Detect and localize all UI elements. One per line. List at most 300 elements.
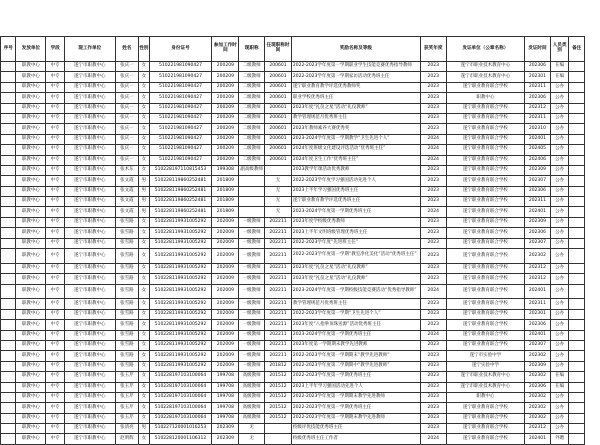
cell-title: 无 bbox=[239, 434, 265, 444]
cell-award: 2022-2023学年度第一学期期末教学先进教师 bbox=[291, 413, 420, 423]
cell-work-start: 202009 bbox=[212, 361, 239, 371]
cell-issuer: 职教中心 bbox=[16, 413, 46, 423]
cell-id-number: 510221981090427 bbox=[149, 72, 212, 82]
table-row bbox=[1, 207, 585, 217]
cell-certifier: 遂宁职业教育联合学校 bbox=[446, 165, 524, 175]
cell-workplace: 遂宁市职教中心 bbox=[64, 330, 115, 340]
cell-gender: 女 bbox=[139, 62, 149, 72]
cell-id-number: 510221981090427 bbox=[149, 124, 212, 134]
cell-work-start: 199308 bbox=[212, 165, 239, 175]
cell-award: 2023年度第一学期期末教学先进教师 bbox=[291, 340, 420, 350]
cell-certifier: 遂宁职业教育联合学校 bbox=[446, 228, 524, 238]
cell-name: 赵明辉 bbox=[115, 434, 139, 444]
header-col-award-year: 获奖年度 bbox=[420, 37, 446, 62]
cell-award: 2022-2023学年度第一学期家访活动优秀班主任 bbox=[291, 72, 420, 82]
cell-gender: 男 bbox=[139, 186, 149, 196]
cell-gender: 女 bbox=[139, 309, 149, 319]
cell-gender: 女 bbox=[139, 320, 149, 330]
cell-work-start: 202009 bbox=[212, 217, 239, 227]
cell-id-number: 510228119931005292 bbox=[149, 351, 212, 361]
cell-name: 张庆一 bbox=[115, 155, 139, 165]
cell-staff-type: 公办 bbox=[550, 165, 569, 175]
cell-remarks bbox=[569, 434, 585, 444]
table-row bbox=[1, 340, 585, 350]
cell-id-number: 510221981090427 bbox=[149, 82, 212, 92]
cell-title: 副高级教师 bbox=[239, 165, 265, 175]
cell-issuer: 职教中心 bbox=[16, 330, 46, 340]
cell-staff-type: 公办 bbox=[550, 309, 569, 319]
cell-work-start: 200209 bbox=[212, 82, 239, 92]
cell-name: 张文霞 bbox=[115, 176, 139, 186]
cell-index bbox=[1, 424, 16, 434]
cell-name: 张庆一 bbox=[115, 103, 139, 113]
header-col-id-number: 身份证号 bbox=[149, 37, 212, 62]
cell-cert-date: 202302 bbox=[525, 372, 551, 382]
cell-staff-type: 公办 bbox=[550, 299, 569, 309]
cell-title-date: 201812 bbox=[265, 361, 292, 371]
cell-gender: 女 bbox=[139, 263, 149, 273]
cell-certifier: 遂宁职业教育联合学校 bbox=[446, 113, 524, 123]
cell-award: 2023年度“八指拳顶珠送源”活动优秀班主任 bbox=[291, 320, 420, 330]
cell-workplace: 遂宁市职教中心 bbox=[64, 238, 115, 248]
cell-remarks bbox=[569, 238, 585, 248]
cell-award: 2022-2023学年度第一学期优秀班主任 bbox=[291, 403, 420, 413]
cell-title-date: 202211 bbox=[265, 238, 292, 248]
cell-award-year: 2023 bbox=[420, 217, 446, 227]
cell-work-start: 200209 bbox=[212, 155, 239, 165]
cell-cert-date: 202310 bbox=[525, 124, 551, 134]
cell-workplace: 遂宁市职教中心 bbox=[64, 72, 115, 82]
cell-certifier: 职教中心 bbox=[446, 392, 524, 402]
cell-title: 一级教师 bbox=[239, 361, 265, 371]
cell-stage: 中专 bbox=[46, 309, 65, 319]
cell-title-date: 201512 bbox=[265, 413, 292, 423]
cell-award: 2022-2023学年度第一学期优秀班主任 bbox=[291, 372, 420, 382]
cell-name: 张庆一 bbox=[115, 124, 139, 134]
cell-title-date: 202211 bbox=[265, 309, 292, 319]
cell-certifier: 遂宁职业教育联合学校 bbox=[446, 299, 524, 309]
cell-award-year: 2023 bbox=[420, 186, 446, 196]
cell-cert-date: 202401 bbox=[525, 207, 551, 217]
cell-workplace: 遂宁市职教中心 bbox=[64, 299, 115, 309]
cell-workplace: 遂宁市职教中心 bbox=[64, 382, 115, 392]
cell-title: 一级教师 bbox=[239, 228, 265, 238]
cell-award-year: 2023 bbox=[420, 197, 446, 207]
cell-title: 高级教师 bbox=[239, 413, 265, 423]
cell-index bbox=[1, 145, 16, 155]
cell-award-year: 2023 bbox=[420, 299, 446, 309]
cell-title-date: 201512 bbox=[265, 382, 292, 392]
cell-id-number: 510228119860252481 bbox=[149, 176, 212, 186]
cell-work-start: 201809 bbox=[212, 207, 239, 217]
cell-workplace: 遂宁市职教中心 bbox=[64, 165, 115, 175]
cell-award: 2022-2023学年度学习强国活动先进个人 bbox=[291, 176, 420, 186]
cell-stage: 中专 bbox=[46, 351, 65, 361]
cell-staff-type: 公办 bbox=[550, 238, 569, 248]
cell-workplace: 遂宁市职教中心 bbox=[64, 434, 115, 444]
cell-index bbox=[1, 361, 16, 371]
cell-id-number: 510221981090427 bbox=[149, 93, 212, 103]
cell-gender: 女 bbox=[139, 372, 149, 382]
cell-issuer: 职教中心 bbox=[16, 284, 46, 299]
cell-gender: 女 bbox=[139, 82, 149, 92]
cell-id-number: 510228119931005292 bbox=[149, 340, 212, 350]
cell-remarks bbox=[569, 165, 585, 175]
cell-name: 张庆一 bbox=[115, 62, 139, 72]
cell-stage: 中专 bbox=[46, 72, 65, 82]
cell-stage: 中专 bbox=[46, 228, 65, 238]
cell-title-date: 202211 bbox=[265, 263, 292, 273]
cell-workplace: 遂宁市职教中心 bbox=[64, 372, 115, 382]
cell-workplace: 遂宁市职教中心 bbox=[64, 113, 115, 123]
cell-index bbox=[1, 434, 16, 444]
cell-issuer: 职教中心 bbox=[16, 93, 46, 103]
cell-award-year: 2023 bbox=[420, 72, 446, 82]
cell-certifier: 遂宁市职业技术教育中心 bbox=[446, 62, 524, 72]
cell-staff-type: 公办 bbox=[550, 392, 569, 402]
cell-stage: 中专 bbox=[46, 207, 65, 217]
cell-title bbox=[239, 176, 265, 186]
cell-title-date: 200601 bbox=[265, 103, 292, 113]
cell-gender: 女 bbox=[139, 93, 149, 103]
cell-gender: 女 bbox=[139, 103, 149, 113]
cell-cert-date: 202309 bbox=[525, 165, 551, 175]
cell-title: 二级教师 bbox=[239, 62, 265, 72]
cell-remarks bbox=[569, 263, 585, 273]
cell-stage: 中专 bbox=[46, 320, 65, 330]
cell-work-start: 202009 bbox=[212, 340, 239, 350]
cell-award-year: 2023 bbox=[420, 249, 446, 264]
cell-gender: 女 bbox=[139, 434, 149, 444]
cell-issuer: 职教中心 bbox=[16, 351, 46, 361]
cell-index bbox=[1, 113, 16, 123]
cell-staff-type: 公办 bbox=[550, 249, 569, 264]
cell-name: 张雪路 bbox=[115, 330, 139, 340]
cell-remarks bbox=[569, 145, 585, 155]
cell-stage: 中专 bbox=[46, 382, 65, 392]
cell-index bbox=[1, 134, 16, 144]
cell-title-date: 202211 bbox=[265, 351, 292, 361]
cell-title-date: 202211 bbox=[265, 217, 292, 227]
cell-remarks bbox=[569, 82, 585, 92]
cell-certifier: 遂宁市实验中学 bbox=[446, 351, 524, 361]
cell-cert-date: 202311 bbox=[525, 299, 551, 309]
cell-title-date: 202211 bbox=[265, 330, 292, 340]
cell-cert-date: 202302 bbox=[525, 351, 551, 361]
cell-issuer: 职教中心 bbox=[16, 197, 46, 207]
cell-name: 张庆一 bbox=[115, 134, 139, 144]
cell-name: 张雪路 bbox=[115, 274, 139, 284]
cell-staff-type: 公办 bbox=[550, 134, 569, 144]
cell-award: 教学管理规范月优秀班主任 bbox=[291, 113, 420, 123]
cell-award: 2023年教师素养大赛优秀奖 bbox=[291, 124, 420, 134]
cell-certifier: 遂宁实验中学 bbox=[446, 361, 524, 371]
cell-issuer: 职教中心 bbox=[16, 263, 46, 273]
cell-remarks bbox=[569, 217, 585, 227]
cell-staff-type: 公办 bbox=[550, 124, 569, 134]
cell-issuer: 职教中心 bbox=[16, 217, 46, 227]
cell-id-number: 510228119931005292 bbox=[149, 309, 212, 319]
cell-cert-date: 202309 bbox=[525, 217, 551, 227]
cell-index bbox=[1, 176, 16, 186]
cell-staff-type: 公办 bbox=[550, 197, 569, 207]
cell-remarks bbox=[569, 249, 585, 264]
table-row bbox=[1, 392, 585, 402]
cell-cert-date: 202306 bbox=[525, 62, 551, 72]
cell-gender: 女 bbox=[139, 413, 149, 423]
cell-name: 张雪路 bbox=[115, 340, 139, 350]
cell-title-date: 201512 bbox=[265, 392, 292, 402]
cell-staff-type: 在编 bbox=[550, 62, 569, 72]
cell-remarks bbox=[569, 113, 585, 123]
cell-certifier: 遂宁职业教育联合学校 bbox=[446, 124, 524, 134]
cell-award: 2023教学年课活动优秀教师 bbox=[291, 165, 420, 175]
cell-stage: 中专 bbox=[46, 238, 65, 248]
cell-certifier: 遂宁职业教育联合学校 bbox=[446, 274, 524, 284]
cell-workplace: 遂宁市职教中心 bbox=[64, 197, 115, 207]
cell-id-number: 510221981090427 bbox=[149, 145, 212, 155]
cell-award-year: 2023 bbox=[420, 361, 446, 371]
cell-index bbox=[1, 284, 16, 299]
cell-issuer: 职教中心 bbox=[16, 62, 46, 72]
cell-title-date: 200601 bbox=[265, 124, 292, 134]
cell-work-start: 200209 bbox=[212, 113, 239, 123]
cell-id-number: 510228119860252481 bbox=[149, 207, 212, 217]
cell-award-year: 2023 bbox=[420, 124, 446, 134]
cell-staff-type: 在编 bbox=[550, 372, 569, 382]
cell-id-number: 510228119931005292 bbox=[149, 330, 212, 340]
cell-stage: 中专 bbox=[46, 197, 65, 207]
cell-staff-type: 公办 bbox=[550, 361, 569, 371]
cell-remarks bbox=[569, 403, 585, 413]
cell-certifier: 职教中心 bbox=[446, 93, 524, 103]
cell-work-start: 200209 bbox=[212, 72, 239, 82]
cell-remarks bbox=[569, 197, 585, 207]
cell-cert-date: 202306 bbox=[525, 320, 551, 330]
cell-cert-date: 202312 bbox=[525, 274, 551, 284]
cell-remarks bbox=[569, 72, 585, 82]
cell-name: 张玉芹 bbox=[115, 382, 139, 392]
cell-work-start: 199708 bbox=[212, 403, 239, 413]
cell-issuer: 职教中心 bbox=[16, 228, 46, 238]
cell-stage: 中专 bbox=[46, 62, 65, 72]
table-row bbox=[1, 113, 585, 123]
cell-issuer: 职教中心 bbox=[16, 249, 46, 264]
cell-award-year: 2023 bbox=[420, 403, 446, 413]
cell-title: 二级教师 bbox=[239, 124, 265, 134]
cell-stage: 中专 bbox=[46, 361, 65, 371]
cell-work-start: 199708 bbox=[212, 382, 239, 392]
cell-title-date: 无 bbox=[265, 207, 292, 217]
cell-issuer: 职教中心 bbox=[16, 103, 46, 113]
cell-id-number: 510227120001016253 bbox=[149, 424, 212, 434]
table-row bbox=[1, 372, 585, 382]
cell-certifier: 遂宁职业教育联合学校 bbox=[446, 176, 524, 186]
cell-id-number: 510228119931005292 bbox=[149, 238, 212, 248]
table-row bbox=[1, 197, 585, 207]
cell-title-date: 200601 bbox=[265, 72, 292, 82]
cell-gender: 女 bbox=[139, 330, 149, 340]
cell-gender: 女 bbox=[139, 134, 149, 144]
cell-index bbox=[1, 340, 16, 350]
cell-award: 2022-2023学年度第二学期期中“教学先进教师” bbox=[291, 361, 420, 371]
cell-stage: 中专 bbox=[46, 403, 65, 413]
cell-title: 二级教师 bbox=[239, 82, 265, 92]
cell-gender: 女 bbox=[139, 382, 149, 392]
cell-stage: 中专 bbox=[46, 165, 65, 175]
cell-id-number: 510228119931005292 bbox=[149, 274, 212, 284]
cell-award: 遂宁职业教育教学评选优秀教师奖 bbox=[291, 82, 420, 92]
cell-cert-date: 202306 bbox=[525, 382, 551, 392]
cell-title: 高级教师 bbox=[239, 372, 265, 382]
cell-title-date: 202211 bbox=[265, 320, 292, 330]
cell-title: 二级教师 bbox=[239, 145, 265, 155]
cell-title: 一级教师 bbox=[239, 309, 265, 319]
cell-remarks bbox=[569, 284, 585, 299]
header-col-cert-date: 发证时间 bbox=[525, 37, 551, 62]
cell-title: 一级教师 bbox=[239, 351, 265, 361]
cell-cert-date: 202401 bbox=[525, 434, 551, 444]
cell-workplace: 遂宁市职教中心 bbox=[64, 228, 115, 238]
cell-certifier: 遂宁职业教育联合学校 bbox=[446, 134, 524, 144]
cell-name: 张雪路 bbox=[115, 284, 139, 299]
header-col-title: 现职称 bbox=[239, 37, 265, 62]
cell-workplace: 遂宁市职教中心 bbox=[64, 340, 115, 350]
cell-name: 张庆一 bbox=[115, 72, 139, 82]
cell-cert-date: 202306 bbox=[525, 93, 551, 103]
cell-title-date: 201512 bbox=[265, 372, 292, 382]
cell-work-start: 202009 bbox=[212, 238, 239, 248]
cell-title-date: 200601 bbox=[265, 145, 292, 155]
cell-stage: 中专 bbox=[46, 176, 65, 186]
cell-stage: 中专 bbox=[46, 424, 65, 434]
cell-certifier: 遂宁职业教育联合学校 bbox=[446, 284, 524, 299]
cell-staff-type: 公办 bbox=[550, 82, 569, 92]
cell-workplace: 遂宁市职教中心 bbox=[64, 186, 115, 196]
table-row bbox=[1, 320, 585, 330]
cell-title: 二级教师 bbox=[239, 93, 265, 103]
cell-award: 2023年度“礼仪之星”活动“礼仪教师” bbox=[291, 274, 420, 284]
cell-gender: 女 bbox=[139, 165, 149, 175]
cell-certifier: 遂宁职业教育联合学校 bbox=[446, 320, 524, 330]
table-row bbox=[1, 434, 585, 444]
cell-index bbox=[1, 351, 16, 361]
cell-title-date: 200601 bbox=[265, 93, 292, 103]
cell-award-year: 2023 bbox=[420, 382, 446, 392]
table-row bbox=[1, 413, 585, 423]
cell-work-start: 202009 bbox=[212, 274, 239, 284]
cell-cert-date: 202307 bbox=[525, 340, 551, 350]
cell-issuer: 职教中心 bbox=[16, 207, 46, 217]
cell-name: 张庆一 bbox=[115, 93, 139, 103]
cell-stage: 中专 bbox=[46, 82, 65, 92]
cell-remarks bbox=[569, 124, 585, 134]
cell-work-start: 200209 bbox=[212, 145, 239, 155]
cell-id-number: 510228197110815453 bbox=[149, 165, 212, 175]
cell-certifier: 遂宁职业教育联合学校 bbox=[446, 217, 524, 227]
table-row bbox=[1, 309, 585, 319]
cell-certifier: 遂宁职业教育联合学校 bbox=[446, 103, 524, 113]
cell-staff-type: 公办 bbox=[550, 351, 569, 361]
cell-award: 2023年度“礼仪之星”活动“礼仪教师” bbox=[291, 263, 420, 273]
cell-staff-type: 在编 bbox=[550, 72, 569, 82]
cell-title: 二级教师 bbox=[239, 134, 265, 144]
cell-certifier: 遂宁职业教育联合学校 bbox=[446, 155, 524, 165]
award-register-table bbox=[0, 36, 585, 445]
cell-staff-type: 公办 bbox=[550, 424, 569, 434]
cell-id-number: 510228119931005292 bbox=[149, 217, 212, 227]
cell-name: 张雪路 bbox=[115, 228, 139, 238]
cell-workplace: 遂宁市职教中心 bbox=[64, 217, 115, 227]
cell-gender: 女 bbox=[139, 124, 149, 134]
cell-award-year: 2023 bbox=[420, 392, 446, 402]
cell-award: 校级评优技能优秀班主任 bbox=[291, 424, 420, 434]
table-row bbox=[1, 403, 585, 413]
cell-index bbox=[1, 197, 16, 207]
cell-name: 张玉芹 bbox=[115, 372, 139, 382]
cell-cert-date: 202311 bbox=[525, 82, 551, 92]
cell-id-number: 510228119931005292 bbox=[149, 361, 212, 371]
cell-workplace: 遂宁市职教中心 bbox=[64, 392, 115, 402]
cell-staff-type: 公办 bbox=[550, 93, 569, 103]
cell-certifier: 遂宁市职业技术教育中心 bbox=[446, 372, 524, 382]
cell-remarks bbox=[569, 372, 585, 382]
cell-staff-type: 公办 bbox=[550, 176, 569, 186]
cell-stage: 中专 bbox=[46, 145, 65, 155]
header-col-staff-type: 人员类别 bbox=[550, 37, 569, 62]
cell-award: 2023-2024学年度第一学期校级技能竞赛活动“优秀指导教师” bbox=[291, 284, 420, 299]
cell-title: 高级教师 bbox=[239, 403, 265, 413]
cell-index bbox=[1, 372, 16, 382]
cell-title: 一级教师 bbox=[239, 340, 265, 350]
cell-cert-date: 202311 bbox=[525, 113, 551, 123]
cell-staff-type: 公办 bbox=[550, 207, 569, 217]
cell-name: 张文霞 bbox=[115, 186, 139, 196]
cell-remarks bbox=[569, 134, 585, 144]
cell-stage: 中专 bbox=[46, 249, 65, 264]
cell-work-start: 200209 bbox=[212, 124, 239, 134]
cell-work-start: 202009 bbox=[212, 284, 239, 299]
cell-remarks bbox=[569, 382, 585, 392]
header-col-issuer: 发放单位 bbox=[16, 37, 46, 62]
cell-cert-date: 202302 bbox=[525, 403, 551, 413]
cell-gender: 女 bbox=[139, 340, 149, 350]
cell-staff-type: 公办 bbox=[550, 320, 569, 330]
cell-cert-date: 202306 bbox=[525, 228, 551, 238]
cell-id-number: 510228119931005292 bbox=[149, 299, 212, 309]
cell-title: 一级教师 bbox=[239, 299, 265, 309]
cell-index bbox=[1, 165, 16, 175]
cell-award: 2023年度学校级优秀教师 bbox=[291, 217, 420, 227]
cell-title-date bbox=[265, 165, 292, 175]
cell-certifier: 遂宁职业教育联合学校 bbox=[446, 340, 524, 350]
cell-issuer: 职教中心 bbox=[16, 124, 46, 134]
cell-index bbox=[1, 263, 16, 273]
cell-work-start: 202009 bbox=[212, 299, 239, 309]
cell-index bbox=[1, 93, 16, 103]
cell-remarks bbox=[569, 299, 585, 309]
table-row bbox=[1, 238, 585, 248]
cell-title-date bbox=[265, 424, 292, 434]
cell-staff-type: 公办 bbox=[550, 413, 569, 423]
cell-id-number: 510228197103100064 bbox=[149, 372, 212, 382]
cell-staff-type: 公办 bbox=[550, 103, 569, 113]
table-row bbox=[1, 284, 585, 299]
cell-award-year: 2023 bbox=[420, 103, 446, 113]
cell-certifier: 遂宁职业教育联合学校 bbox=[446, 330, 524, 340]
cell-issuer: 职教中心 bbox=[16, 238, 46, 248]
cell-title-date: 200601 bbox=[265, 113, 292, 123]
